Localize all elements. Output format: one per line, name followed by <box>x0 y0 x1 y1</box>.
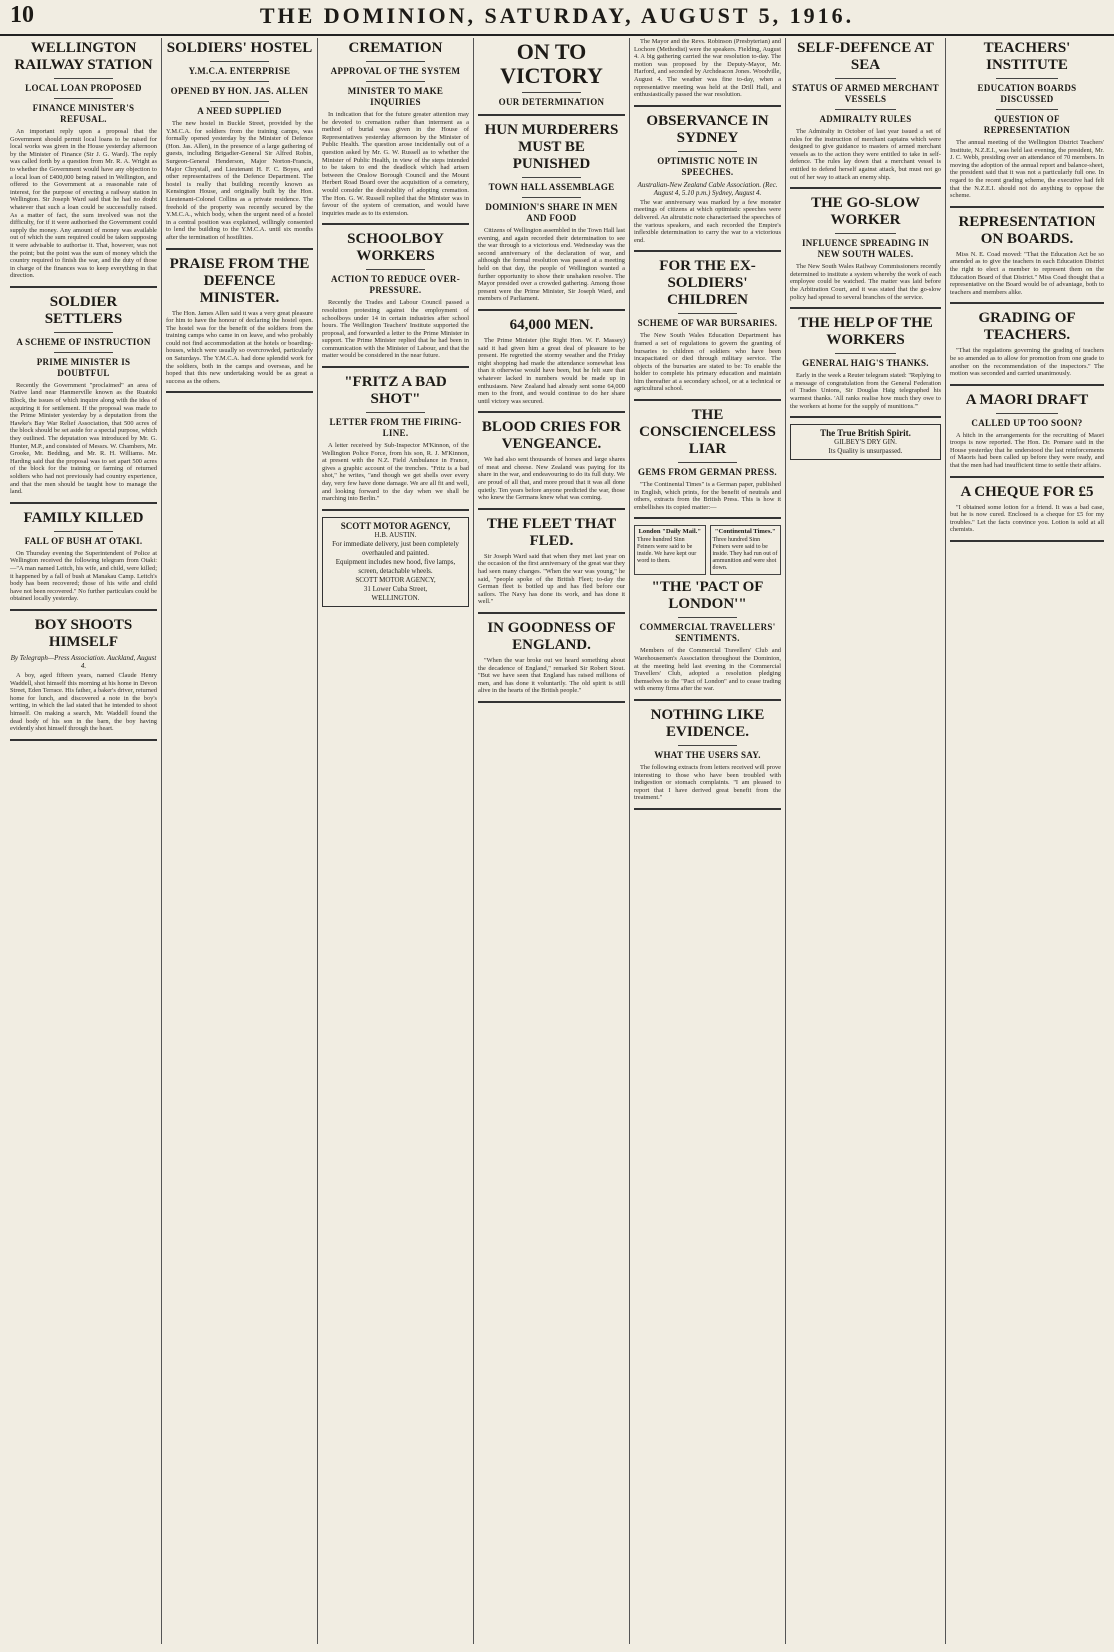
story-paragraph: The Admiralty in October of last year issued a set of rules for the instruction of merchant captains which were designed to give guidance to masters of armed merchant vessels as to the action they were entitled to take in self-defence. The rules lay down that a merchant vessel is entitled to defend herself against attack, but must not go out of her way to attack an enemy ship. <box>790 128 941 181</box>
comparison-left-title: London "Daily Mail." <box>638 528 701 536</box>
story-paragraph: The war anniversary was marked by a few monster meetings of citizens at which optimistic speeches were delivered. An altruistic note characterised the speeches of the various speakers, and each recorded the Empire's inflexible determination to carry the war to a victorious end. <box>634 198 781 244</box>
story-body <box>634 481 781 511</box>
story-separator <box>166 248 313 250</box>
comparison-left <box>634 525 706 575</box>
story-separator <box>478 309 625 311</box>
page-number: 10 <box>10 2 34 28</box>
story-subheading: OUR DETERMINATION <box>498 97 605 107</box>
story-headline: SOLDIER SETTLERS <box>44 293 123 327</box>
story-separator <box>634 250 781 252</box>
divider-rule <box>366 412 425 413</box>
story-body <box>10 382 157 496</box>
story-separator <box>950 384 1104 386</box>
story-headline: THE FLEET THAT FLED. <box>486 515 617 549</box>
story-separator <box>10 286 157 288</box>
story-subheading: SCHEME OF WAR BURSARIES. <box>637 318 778 329</box>
story-paragraph: A boy, aged fifteen years, named Claude Henry Waddell, shot himself this morning at his home in Devon Street, Eden Terrace. His father, a baker's driver, returned home for lunch, and discovered a note in the boy's writing, in which the lad stated that he intended to shoot himself. On making a search, Mr. Waddell found the dead body of his son in the barn, the boy having evidently shot himself through the heart. <box>10 671 157 733</box>
story-subheading: LOCAL LOAN PROPOSED <box>25 83 142 93</box>
story-body <box>634 647 781 693</box>
story-subheading: GENERAL HAIG'S THANKS. <box>802 358 929 369</box>
divider-rule <box>366 81 425 82</box>
story-subheading: GEMS FROM GERMAN PRESS. <box>638 467 777 478</box>
story-body <box>166 310 313 386</box>
story-headline: OBSERVANCE IN SYDNEY <box>646 112 769 146</box>
story-headline: IN GOODNESS OF ENGLAND. <box>487 620 616 653</box>
story-subheading: QUESTION OF REPRESENTATION <box>983 114 1071 135</box>
story-subheading: Y.M.C.A. ENTERPRISE <box>188 66 291 76</box>
story-separator <box>950 476 1104 478</box>
story-body <box>166 120 313 242</box>
divider-rule <box>54 332 113 333</box>
story-headline: HUN MURDERERS MUST BE PUNISHED <box>484 122 619 172</box>
story-headline: WELLINGTON RAILWAY STATION <box>14 40 153 73</box>
column-1 <box>6 38 162 1644</box>
advertisement-line: Equipment includes new hood, five lamps, screen, detachable wheels. <box>335 557 456 575</box>
story-headline: ON TO VICTORY <box>500 39 603 88</box>
story-paragraph: The annual meeting of the Wellington District Teachers' Institute, N.Z.E.I., was held last evening, the president, Mr. J. C. Webb, presiding over an attendance of 70 members. In moving the adoption of the annual report and balance-sheet, the president said that it was not a particularly full one. In regard to the recent grading scheme, the executive had felt that the N.Z.E.I. should not do anything to oppose the scheme. <box>950 139 1104 200</box>
advertisement <box>790 424 941 460</box>
story-headline: 64,000 MEN. <box>509 316 594 333</box>
story-headline: "FRITZ A BAD SHOT" <box>344 374 447 408</box>
column-5 <box>630 38 786 1644</box>
story-subheading: STATUS OF ARMED MERCHANT VESSELS <box>792 83 939 104</box>
column-container <box>6 38 1108 1644</box>
story-subheading: A SCHEME OF INSTRUCTION <box>16 336 151 347</box>
comparison-right-title: "Continental Times." <box>714 528 776 536</box>
story-separator <box>322 509 469 511</box>
story-subheading: APPROVAL OF THE SYSTEM <box>330 66 461 76</box>
story-paragraph: Members of the Commercial Travellers' Club and Warehousemen's Association throughout the Dominion, at the meeting held last evening in the Commercial Travellers' Club, adopted a resolution pledging themselves to the "Pact of London" and to cease trading with enemy firms after the war. <box>634 647 781 693</box>
story-paragraph: The Hon. James Allen said it was a very great pleasure for him to have the honour of declaring the hostel open. The hostel was for the benefit of the soldiers from the training camps who came in on leave, and who probably could not find accommodation at the hotels or boarding-houses, which were usually so overcrowded, particularly on Saturdays. The Y.M.C.A. had done splendid work for the soldiers, both in the camps and overseas, and he hoped that this new undertaking would be as great a success as the others. <box>166 309 313 385</box>
story-subheading: CALLED UP TOO SOON? <box>971 417 1083 428</box>
story-separator <box>478 114 625 116</box>
story-dateline: By Telegraph—Press Association. Auckland, August 4. <box>10 653 157 670</box>
comparison-left-text: Three hundred Sinn Feiners were said to be inside. We have kept our word to them. <box>637 537 697 565</box>
advertisement-line: 31 Lower Cuba Street, <box>363 584 428 593</box>
story-subheading: MINISTER TO MAKE INQUIRIES <box>347 86 444 107</box>
divider-rule <box>54 98 113 99</box>
divider-rule <box>835 109 895 110</box>
story-paragraph: The Mayor and the Revs. Robinson (Presbyterian) and Lochore (Methodist) were the speakers. Fielding, August 4. A big gathering carried the war resolution to-day. The motion was proposed by the Deputy-Mayor, Mr. Harford, and seconded by Archdeacon Jones. Woodville, August 4. The weather was fine to-day, when a representative meeting was held at the Drill Hall, and enthusiastically passed the war resolution. <box>634 38 781 99</box>
story-body <box>634 764 781 802</box>
advertisement-line: Its Quality is unsurpassed. <box>828 447 903 456</box>
story-subheading: ADMIRALTY RULES <box>819 114 912 124</box>
story-separator <box>634 808 781 810</box>
divider-rule <box>210 81 269 82</box>
column-2 <box>162 38 318 1644</box>
story-separator <box>634 399 781 401</box>
story-headline: TEACHERS' INSTITUTE <box>983 40 1071 73</box>
masthead <box>0 0 1114 36</box>
story-body <box>634 199 781 245</box>
story-subheading: FINANCE MINISTER'S REFUSAL. <box>32 103 135 124</box>
story-paragraph: A hitch in the arrangements for the recruiting of Maori troops is now reported. The Hon. Dr. Pomare said in the House yesterday that he understood the last reinforcements of Maoris had been called up before they were ready, and that the men had had insufficient time to settle their affairs. <box>950 431 1104 470</box>
story-body <box>950 347 1104 377</box>
story-paragraph: "When the war broke out we heard something about the decadence of England," remarked Sir Robert Stout. "But we have seen that England has raised millions of men, and has done it voluntarily. The old spirit is still alive in the hearts of the British people." <box>478 657 625 695</box>
story-separator <box>950 206 1104 208</box>
divider-rule <box>210 61 269 62</box>
story-headline: CREMATION <box>348 40 443 56</box>
story-body <box>10 550 157 603</box>
story-dateline: Australian-New Zealand Cable Association. (Rec. August 4, 5.10 p.m.) Sydney, August 4. <box>637 180 778 197</box>
story-headline: PRAISE FROM THE DEFENCE MINISTER. <box>169 255 310 306</box>
story-separator <box>478 612 625 614</box>
story-subheading: INFLUENCE SPREADING IN NEW SOUTH WALES. <box>801 238 930 260</box>
divider-rule <box>996 109 1058 110</box>
story-headline: THE HELP OF THE WORKERS <box>798 315 933 349</box>
story-body <box>10 128 157 280</box>
story-paragraph: "The Continental Times" is a German paper, published in English, which prints, for the benefit of neutrals and others, extracts from the British Press. This is how it embellishes its copied matter:— <box>634 481 781 511</box>
story-body <box>478 337 625 405</box>
divider-rule <box>678 151 737 152</box>
story-separator <box>634 699 781 701</box>
divider-rule <box>835 353 895 354</box>
advertisement-line: GILBEY'S DRY GIN. <box>834 438 897 447</box>
story-subheading: OPTIMISTIC NOTE IN SPEECHES. <box>657 155 758 177</box>
story-body <box>10 672 157 733</box>
story-separator <box>10 609 157 611</box>
story-body <box>478 227 625 303</box>
story-body <box>478 657 625 695</box>
story-separator <box>322 366 469 368</box>
column-6 <box>786 38 946 1644</box>
story-body <box>478 456 625 502</box>
divider-rule <box>522 92 581 93</box>
story-paragraph: We had also sent thousands of horses and large shares of meat and cheese. New Zealand was paying for its share in the war, and endeavouring to do its full duty. We are proud of all that, and more proud that it was all done quietly. Ten years before anyone predicted the war, those who knew the Germans knew what was coming. <box>478 456 625 502</box>
story-separator <box>634 105 781 107</box>
advertisement-line: SCOTT MOTOR AGENCY, <box>355 575 436 584</box>
story-headline: REPRESENTATION ON BOARDS. <box>958 213 1096 247</box>
advertisement <box>322 517 469 607</box>
story-paragraph: A letter received by Sub-Inspector M'Kinnon, of the Wellington Police Force, from his son, R. J. M'Kinnon, at present with the N.Z. Field Ambulance in France, gives a graphic account of the trenches. "Fritz is a bad shot," he writes, "and though we get shells over every day, very few have done damage. We are all fit and well, and looking forward to the day when we shall be marching into Berlin." <box>322 442 469 503</box>
story-paragraph: The new hostel in Buckle Street, provided by the Y.M.C.A. for soldiers from the training camps, was formally opened yesterday by the Minister of Defence (Hon. Jas. Allen), in the presence of a large gathering of guests, including Brigadier-General Sir Alfred Robin, Surgeon-General Henderson, Major Norton-Francis, Major Chrystall, and Lieutenant H. F. C. Boyes, and other representatives of the Defence Department. The hostel is really that building recently known as Kensington House, and originally built by the Hon. Lieutenant-Colonel Collins as a private residence. The freehold of the property was recently secured by the Y.M.C.A., which body, when the urgent need of a hostel in a central position was explained, willingly consented to lend the building to the Y.M.C.A. until six months after the termination of hostilities. <box>166 120 313 241</box>
story-separator <box>166 391 313 393</box>
story-subheading: TOWN HALL ASSEMBLAGE <box>488 182 615 192</box>
story-separator <box>10 739 157 741</box>
story-body <box>790 372 941 410</box>
story-separator <box>790 187 941 189</box>
story-separator <box>790 307 941 309</box>
column-3 <box>318 38 474 1644</box>
story-separator <box>950 302 1104 304</box>
story-body <box>322 299 469 360</box>
press-comparison <box>634 525 781 575</box>
story-subheading: WHAT THE USERS SAY. <box>654 750 761 760</box>
divider-rule <box>678 617 737 618</box>
story-paragraph: On Thursday evening the Superintendent of Police at Wellington received the following telegram from Otaki:—"A man named Leitch, his wife, and child, were killed; it happened by a fall of bush at Manakau Camp. Leitch's body has been recovered; those of his wife and child have not been recovered." No further particulars could be obtained locally yesterday. <box>10 549 157 603</box>
divider-rule <box>210 101 269 102</box>
story-paragraph: In indication that for the future greater attention may be devoted to cremation rather than interment as a method of burial was given in the House of Representatives yesterday afternoon by the Minister of Public Health. The question arose incidentally out of a question asked by Mr. G. W. Russell as to whether the Minister of Public Health, in view of the steps intended to be taken to end the deadlock which had arisen between the Onslow Borough Council and the Mount Herbert Road Board over the acquisition of a cemetery, would consider the desirability of adopting cremation. The Hon. G. W. Russell replied that the Minister was in favour of the system of cremation, and would have inquiries made as to its extension. <box>322 111 469 217</box>
divider-rule <box>366 269 425 270</box>
story-headline: A MAORI DRAFT <box>965 391 1089 408</box>
story-subheading: LETTER FROM THE FIRING-LINE. <box>329 417 462 439</box>
story-separator <box>478 411 625 413</box>
story-paragraph: Recently the Government "proclaimed" an area of Native land near Hanmerville known as the Ruatoki Block, the issues of which inquire along with the idea of acquiring it for settlement. If the proposal was made to the Prime Minister yesterday by a deputation from the Hawke's Bay War Relief Association, that 500 acres of the block should be set aside for a special purpose, which they outlined. The deputation was introduced by Mr. G. Hunter, M.P., and consisted of Messrs. W. Chambers, Mr. Grooke, Mr. Bedding, and Mr. R. H. Williams. Mr. Harding said that the proposal was to set apart 500 acres of the block for the training or farming of returned soldiers who had not previously had country experience, and that the men should be taught how to manage the land. <box>10 381 157 496</box>
story-headline: SELF-DEFENCE AT SEA <box>797 40 934 73</box>
divider-rule <box>522 177 581 178</box>
divider-rule <box>678 313 737 314</box>
comparison-right-text: Three hundred Sinn Feiners were said to be inside. They had run out of ammunition and were shot down. <box>712 537 778 572</box>
story-headline: FOR THE EX-SOLDIERS' CHILDREN <box>659 258 756 309</box>
story-headline: NOTHING LIKE EVIDENCE. <box>650 707 765 740</box>
advertisement-title: SCOTT MOTOR AGENCY, <box>340 520 451 531</box>
advertisement-line: H.B. AUSTIN. <box>374 530 417 539</box>
story-body <box>950 139 1104 200</box>
story-subheading: DOMINION'S SHARE IN MEN AND FOOD <box>485 202 618 223</box>
divider-rule <box>678 745 737 746</box>
story-separator <box>790 416 941 418</box>
story-body <box>790 128 941 181</box>
story-headline: BOY SHOOTS HIMSELF <box>34 616 133 650</box>
column-7 <box>946 38 1108 1644</box>
story-paragraph: The Prime Minister (the Right Hon. W. F. Massey) said it had given him a great deal of pleasure to be present. He regretted the stormy weather and the Friday night shopping had made the attendance somewhat less than it otherwise would have been, but he felt sure that whatever lacked in numbers would be made up in enthusiasm. New Zealand had already sent some 64,000 men to the front, and would continue to do her share until victory was secured. <box>478 336 625 405</box>
story-paragraph: Miss N. E. Coad moved: "That the Education Act be so amended as to give the teachers in each Education District the right to elect a member to represent them on the Education Board of that District." Miss Coad thought that a representative on the Board would be of advantage, both to teachers and members alike. <box>950 250 1104 296</box>
story-headline: GRADING OF TEACHERS. <box>978 310 1076 344</box>
story-headline: BLOOD CRIES FOR VENGEANCE. <box>481 419 622 453</box>
story-paragraph: The New South Wales Railway Commissioners recently determined to institute a system whereby the work of each employee could be watched. The matter was laid before the Arbitration Court, and it was stated that the go-slow policy had spread to several branches of the service. <box>790 263 941 301</box>
story-separator <box>322 223 469 225</box>
story-separator <box>634 517 781 519</box>
divider-rule <box>54 78 113 79</box>
story-paragraph: The following extracts from letters received will prove interesting to those who have been troubled with indigestion or stomach complaints. "I am pleased to report that I have derived great benefit from the treatment." <box>634 764 781 802</box>
story-body <box>950 432 1104 470</box>
story-paragraph: "I obtained some lotion for a friend. It was a bad case, but he is now cured. Enclosed is a cheque for £5 for my troubles." Let the facts convince you. Lotion is sold at all chemists. <box>950 503 1104 534</box>
story-paragraph: An important reply upon a proposal that the Government should permit local loans to be raised for local works was given in the House yesterday afternoon by the Minister of Finance (Sir J. G. Ward). The reply was called forth by a question from Mr. R. A. Wright as to whether the Government would have any objection to a local loan of £400,000 being raised in Wellington, and offered to the Government at a reasonable rate of interest, for the purpose of erecting a railway station in Wellington. Sir Joseph Ward said that he had no doubt whatever that such a loan could be successfully raised. As a matter of fact, the sum involved was not the difficulty, for if it were authorised the Government could supply the money. Any amount of money was available out of which the sum required could be taken supposing it were advisable to authorise it. That, however, was not the point; but the point was the sum of money which the country required to finish the war, and the duty of those in charge of the finances was to keep everything in that direction. <box>10 128 157 280</box>
story-paragraph: Citizens of Wellington assembled in the Town Hall last evening, and again recorded their determination to see the war through to a victorious end. Wednesday was the second anniversary of the declaration of war, and although the formal resolution was passed at a meeting held on that day, the people of Wellington wanted a further opportunity to show their unshaken resolve. The Mayor presided over a crowded gathering. Among those present were the Prime Minister, Sir Joseph Ward, and members of Parliament. <box>478 227 625 303</box>
divider-rule <box>678 462 737 463</box>
story-subheading: ACTION TO REDUCE OVER-PRESSURE. <box>330 274 461 296</box>
divider-rule <box>54 352 113 353</box>
story-body <box>790 263 941 301</box>
newspaper-title: THE DOMINION, SATURDAY, AUGUST 5, 1916. <box>259 3 855 28</box>
story-subheading: A NEED SUPPLIED <box>197 106 282 116</box>
story-headline: FAMILY KILLED <box>23 509 144 526</box>
story-body <box>478 553 625 606</box>
story-headline: "THE 'PACT OF LONDON'" <box>651 579 764 613</box>
divider-rule <box>835 78 895 79</box>
advertisement-line: WELLINGTON. <box>371 593 420 602</box>
story-separator <box>950 540 1104 542</box>
story-body <box>950 251 1104 297</box>
story-body <box>322 442 469 503</box>
story-subheading: EDUCATION BOARDS DISCUSSED <box>977 83 1077 104</box>
advertisement-line: For immediate delivery, just been completely overhauled and painted. <box>332 539 459 557</box>
story-separator <box>478 701 625 703</box>
column-4 <box>474 38 630 1644</box>
story-separator <box>478 508 625 510</box>
story-separator <box>10 502 157 504</box>
story-headline: SCHOOLBOY WORKERS <box>347 231 444 265</box>
divider-rule <box>54 531 113 532</box>
story-body <box>634 332 781 393</box>
divider-rule <box>996 413 1058 414</box>
story-body <box>322 111 469 217</box>
story-paragraph: The New South Wales Education Department has framed a set of regulations to govern the granting of bursaries to children of soldiers who have been incapacitated or died through military service. The objects of the bursaries are stated to be: To enable the holder to complete his primary education and maintain him thereafter at a secondary school, or at a technical or agricultural school. <box>634 332 781 393</box>
story-paragraph: "That the regulations governing the grading of teachers be so amended as to allow for promotion from one grade to another on the recommendation of the inspectors." The motion was seconded and carried unanimously. <box>950 347 1104 378</box>
divider-rule <box>366 61 425 62</box>
story-paragraph: Early in the week a Reuter telegram stated: "Replying to a message of congratulation from the General Federation of Trades Unions, Sir Douglas Haig telegraphed his warmest thanks. 'All ranks realise how much they owe to the workers at home for the supply of munitions.'" <box>790 372 941 410</box>
story-headline: THE CONSCIENCELESS LIAR <box>639 407 776 458</box>
story-headline: THE GO-SLOW WORKER <box>811 195 920 229</box>
story-paragraph: Sir Joseph Ward said that when they met last year on the occasion of the first anniversary of the great war they had seen many changes. "When the war was young," he said, "people spoke of the British Fleet; to-day the German fleet is bottled up and has fled before our sailors. The Navy has done its work, and has done it well." <box>478 552 625 606</box>
divider-rule <box>835 233 895 234</box>
story-subheading: PRIME MINISTER IS DOUBTFUL <box>36 356 131 378</box>
story-body <box>634 38 781 99</box>
story-headline: A CHEQUE FOR £5 <box>960 483 1094 500</box>
divider-rule <box>996 78 1058 79</box>
comparison-right <box>710 525 782 575</box>
story-subheading: COMMERCIAL TRAVELLERS' SENTIMENTS. <box>639 622 776 644</box>
story-headline: SOLDIERS' HOSTEL <box>166 40 313 56</box>
story-body <box>950 504 1104 534</box>
story-subheading: FALL OF BUSH AT OTAKI. <box>24 535 143 546</box>
story-paragraph: Recently the Trades and Labour Council passed a resolution protesting against the employment of schoolboys under 14 in certain industries after school hours. The Wellington Teachers' Institute supported the proposal, and forwarded a letter to the Prime Minister in support. The Prime Minister replied that he had been in communication with the Minister of Labour, and that the matter would be considered in the near future. <box>322 299 469 360</box>
divider-rule <box>522 197 581 198</box>
advertisement-title: The True British Spirit. <box>820 428 911 439</box>
story-subheading: OPENED BY HON. JAS. ALLEN <box>170 86 309 96</box>
